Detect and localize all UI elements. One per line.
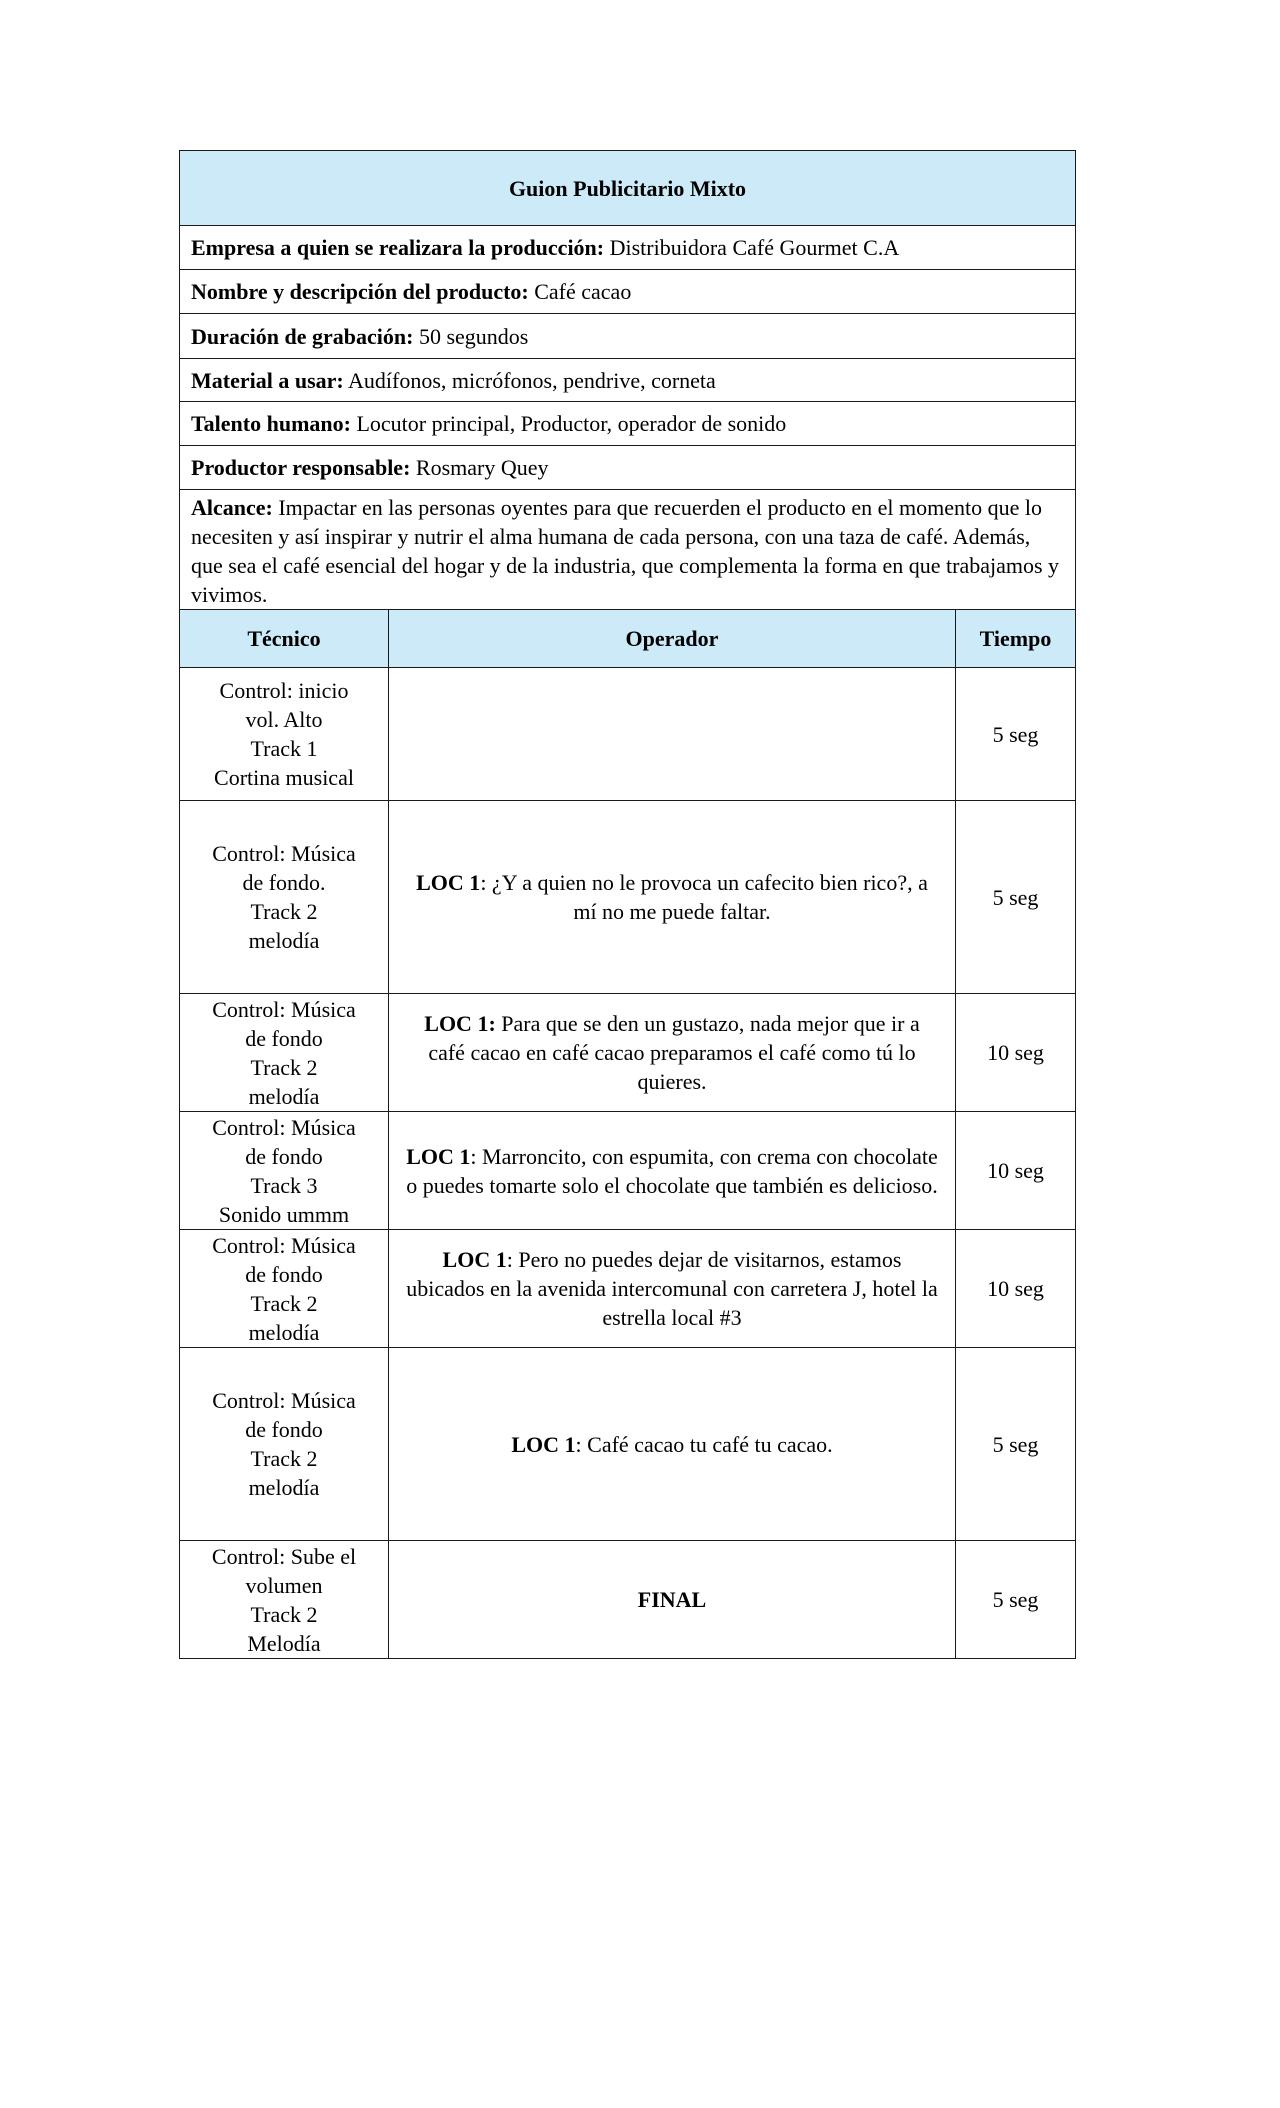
info-value: Locutor principal, Productor, operador de sonido xyxy=(350,411,787,436)
info-product xyxy=(180,270,1076,314)
info-value: Audífonos, micrófonos, pendrive, corneta xyxy=(343,367,716,393)
operador-text: : Marroncito, con espumita, con crema con chocolate o puedes tomarte solo el chocolate que también es delicioso. xyxy=(406,1143,938,1198)
tecnico-line: Track 1 xyxy=(250,736,318,761)
info-value: Impactar en las personas oyentes para que recuerden el producto en el momento que lo necesiten y así inspirar y nutrir el alma humana de cada persona, con una taza de café. Además, que sea el café esencial del hogar y de la industria, que complementa la forma en que trabajamos y vivimos. xyxy=(191,495,1060,607)
tecnico-line: Control: Música xyxy=(212,1232,356,1258)
tecnico-line: melodía xyxy=(248,1319,320,1345)
info-row xyxy=(180,402,1076,446)
tecnico-line: de fondo xyxy=(245,1143,323,1169)
info-row xyxy=(180,490,1076,610)
info-row xyxy=(180,270,1076,314)
column-header-row xyxy=(180,610,1076,668)
tecnico-line: Track 2 xyxy=(250,1290,318,1316)
column-header-tecnico: Técnico xyxy=(180,610,389,668)
operador-text: : Café cacao tu café tu cacao. xyxy=(575,1431,833,1457)
column-header-tiempo: Tiempo xyxy=(956,610,1076,668)
operador-cell xyxy=(389,801,956,994)
tecnico-line: de fondo xyxy=(245,1261,323,1287)
tecnico-line: de fondo. xyxy=(242,870,326,895)
tecnico-line: vol. Alto xyxy=(245,707,323,732)
tecnico-line: Control: Música xyxy=(212,1388,356,1413)
tecnico-line: Melodía xyxy=(247,1630,321,1656)
tecnico-line: de fondo xyxy=(245,1417,323,1442)
info-company xyxy=(180,226,1076,270)
info-label: Empresa a quien se realizara la producción: xyxy=(191,235,605,260)
tecnico-line: melodía xyxy=(248,1083,320,1109)
operador-cell xyxy=(389,1112,956,1230)
operador-text: : Pero no puedes dejar de visitarnos, estamos ubicados en la avenida intercomunal con carretera J, hotel la estrella local #3 xyxy=(406,1247,938,1330)
script-row xyxy=(180,1112,1076,1230)
info-talent xyxy=(180,402,1076,446)
title-row xyxy=(180,151,1076,226)
tecnico-line: melodía xyxy=(248,1475,320,1500)
info-duration xyxy=(180,314,1076,359)
info-row xyxy=(180,226,1076,270)
info-value: Distribuidora Café Gourmet C.A xyxy=(604,235,900,260)
tecnico-line: Sonido ummm xyxy=(218,1201,350,1227)
operador-label: LOC 1 xyxy=(511,1431,576,1457)
operador-text: : ¿Y a quien no le provoca un cafecito bien rico?, a mí no me puede faltar. xyxy=(480,870,928,924)
info-label: Material a usar: xyxy=(191,367,344,393)
tecnico-cell xyxy=(180,1112,389,1230)
operador-label: LOC 1 xyxy=(416,870,481,895)
operador-cell xyxy=(389,994,956,1112)
tecnico-line: Control: Música xyxy=(212,996,356,1022)
operador-cell xyxy=(389,1541,956,1659)
info-row xyxy=(180,359,1076,402)
info-label: Productor responsable: xyxy=(191,455,411,480)
tecnico-cell xyxy=(180,1348,389,1541)
operador-cell xyxy=(389,1230,956,1348)
info-label: Talento humano: xyxy=(191,411,351,436)
operador-label: LOC 1 xyxy=(406,1143,471,1169)
tecnico-line: Track 2 xyxy=(250,1601,318,1627)
info-value: 50 segundos xyxy=(413,323,529,349)
tiempo-cell: 5 seg xyxy=(956,801,1076,994)
info-producer xyxy=(180,446,1076,490)
tecnico-cell xyxy=(180,668,389,801)
column-header-operador: Operador xyxy=(389,610,956,668)
document-title: Guion Publicitario Mixto xyxy=(180,151,1076,226)
operador-label: FINAL xyxy=(637,1587,707,1612)
operador-text: Para que se den un gustazo, nada mejor que ir a café cacao en café cacao preparamos el café como tú lo quieres. xyxy=(428,1011,920,1094)
tecnico-line: Cortina musical xyxy=(214,765,354,790)
operador-label: LOC 1 xyxy=(442,1247,507,1272)
tecnico-cell xyxy=(180,1230,389,1348)
info-label: Alcance: xyxy=(191,495,273,520)
tecnico-line: volumen xyxy=(245,1572,323,1598)
tecnico-line: Control: Sube el xyxy=(211,1543,357,1569)
tecnico-line: de fondo xyxy=(245,1025,323,1051)
tecnico-cell xyxy=(180,1541,389,1659)
info-value: Rosmary Quey xyxy=(410,455,549,480)
script-row xyxy=(180,994,1076,1112)
info-material xyxy=(180,359,1076,402)
tecnico-line: Track 2 xyxy=(250,1446,318,1471)
tecnico-line: melodía xyxy=(248,928,320,953)
tecnico-line: Control: inicio xyxy=(219,678,349,703)
info-row xyxy=(180,314,1076,359)
script-row xyxy=(180,1230,1076,1348)
tecnico-line: Control: Música xyxy=(212,841,356,866)
tecnico-line: Control: Música xyxy=(212,1114,356,1140)
info-scope xyxy=(180,490,1076,610)
tecnico-line: Track 2 xyxy=(250,1054,318,1080)
tiempo-cell: 5 seg xyxy=(956,1541,1076,1659)
tiempo-cell: 10 seg xyxy=(956,1112,1076,1230)
tiempo-cell: 10 seg xyxy=(956,994,1076,1112)
tiempo-cell: 5 seg xyxy=(956,1348,1076,1541)
info-label: Nombre y descripción del producto: xyxy=(191,279,529,304)
tiempo-cell: 5 seg xyxy=(956,668,1076,801)
script-row xyxy=(180,668,1076,801)
info-value: Café cacao xyxy=(528,279,632,304)
script-row xyxy=(180,801,1076,994)
tecnico-cell xyxy=(180,801,389,994)
script-table xyxy=(179,150,1076,1659)
info-row xyxy=(180,446,1076,490)
tecnico-line: Track 3 xyxy=(250,1172,318,1198)
script-row xyxy=(180,1348,1076,1541)
tecnico-cell xyxy=(180,994,389,1112)
info-label: Duración de grabación: xyxy=(191,323,414,349)
script-row xyxy=(180,1541,1076,1659)
tecnico-line: Track 2 xyxy=(250,899,318,924)
operador-cell xyxy=(389,1348,956,1541)
operador-label: LOC 1: xyxy=(424,1011,496,1036)
operador-cell xyxy=(389,668,956,801)
tiempo-cell: 10 seg xyxy=(956,1230,1076,1348)
